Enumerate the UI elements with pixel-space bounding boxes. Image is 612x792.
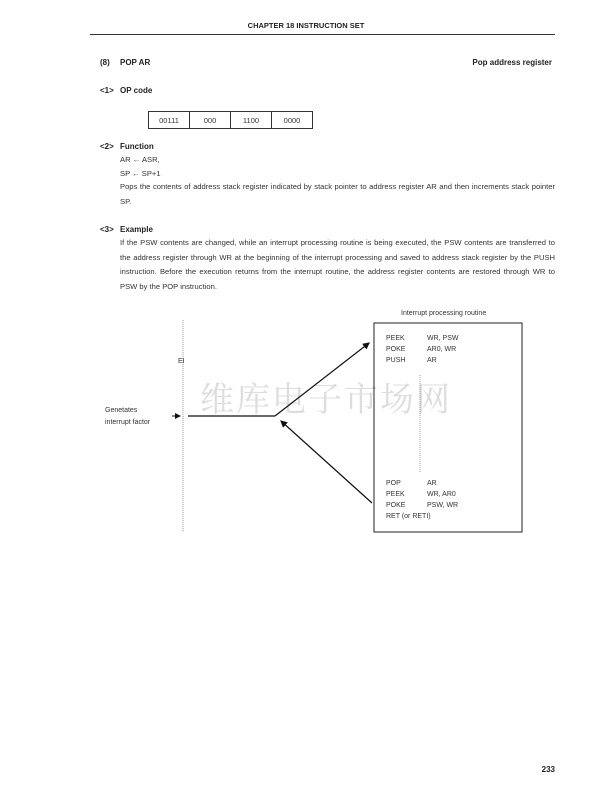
- instr-operand: WR, PSW: [427, 335, 459, 342]
- instr-operand: PSW, WR: [427, 502, 459, 509]
- source-label: interrupt factor: [105, 419, 151, 426]
- instr-operand: AR: [427, 357, 437, 364]
- instr-mnemonic: POP: [386, 480, 401, 487]
- instr-mnemonic: PEEK: [386, 491, 405, 498]
- opcode-cell: 0000: [272, 112, 313, 129]
- opcode-heading-number: <1>: [100, 86, 114, 95]
- instr-operand: AR0, WR: [427, 346, 457, 353]
- example-heading: Example: [120, 225, 153, 234]
- routine-box: [374, 323, 522, 532]
- opcode-cell: 1100: [231, 112, 272, 129]
- return-arrow: [281, 421, 372, 503]
- instr-mnemonic: PEEK: [386, 335, 405, 342]
- source-label: Genetates: [105, 407, 138, 414]
- page-number: 233: [541, 765, 555, 774]
- instr-mnemonic: POKE: [386, 346, 406, 353]
- instr-mnemonic: PUSH: [386, 357, 406, 364]
- section-description: Pop address register: [472, 58, 552, 67]
- instr-mnemonic: POKE: [386, 502, 406, 509]
- instr-mnemonic: RET (or RETI): [386, 513, 431, 520]
- call-arrow: [275, 343, 369, 416]
- opcode-cell: 00111: [149, 112, 190, 129]
- section-number: (8): [100, 58, 110, 67]
- opcode-heading: OP code: [120, 86, 153, 95]
- ei-label: EI: [178, 358, 185, 365]
- function-line: SP ← SP+1: [120, 169, 161, 178]
- example-description: If the PSW contents are changed, while an interrupt processing routine is being executed, the PSW contents are transferred to the address register through WR at the beginning of the interrupt processing and saved to address stack register by the PUSH instruction. Before the execution returns from the interrupt routine, the address register contents are restored through WR to PSW by the POP instruction.: [120, 238, 555, 291]
- function-description: Pops the contents of address stack register indicated by stack pointer to address register AR and then increments stack pointer SP.: [120, 182, 555, 206]
- function-heading-number: <2>: [100, 142, 114, 151]
- chapter-header: CHAPTER 18 INSTRUCTION SET: [247, 21, 365, 30]
- function-heading: Function: [120, 142, 154, 151]
- instr-operand: WR, AR0: [427, 491, 456, 498]
- routine-title: Interrupt processing routine: [401, 310, 487, 317]
- watermark: 维库电子市场网: [200, 380, 452, 420]
- instr-operand: AR: [427, 480, 437, 487]
- function-line: AR ← ASR,: [120, 155, 160, 164]
- section-title: POP AR: [120, 58, 151, 67]
- opcode-cell: 000: [190, 112, 231, 129]
- example-heading-number: <3>: [100, 225, 114, 234]
